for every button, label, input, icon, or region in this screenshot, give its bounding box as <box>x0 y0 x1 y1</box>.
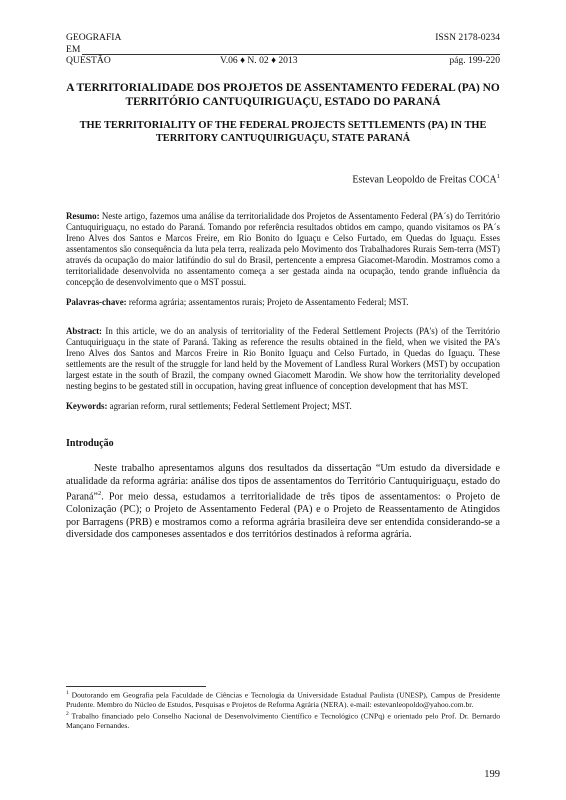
keywords <box>66 401 500 412</box>
page-number: 199 <box>484 769 500 780</box>
footnote-1 <box>66 689 500 710</box>
intro-text-b: . Por meio dessa, estudamos a territorialidade de três tipos de assentamentos: o Projeto de Colonização (PC); o Projeto de Assentamento Federal (PA) e o Projeto de Reassentamento de Atingidos por Barragens (PRB) e mostramos como a reforma agrária brasileira deve ser entendida considerando-se a diversidade dos camponeses assentados e dos territórios destinados à reforma agrária. <box>66 491 500 541</box>
author-footnote-mark: 1 <box>496 173 500 180</box>
issn: ISSN 2178-0234 <box>435 32 500 43</box>
intro-footnote-mark: 2 <box>97 490 102 498</box>
journal-name-line3: QUESTÃO <box>66 55 111 66</box>
footnote-2-mark: 2 <box>66 710 69 717</box>
resumo-text: Neste artigo, fazemos uma análise da territorialidade dos Projetos de Assentamento Federal (PA´s) do Território Cantuquiriguaçu, no estado do Paraná. Tomando por referência resultados obtidos em campo, quando visitamos os PA´s Ireno Alves dos Santos e Marcos Freire, em Rio Bonito do Iguaçu e Celso Furtado, em Quedas do Iguaçu. Esses assentamentos são consequência da luta pela terra, realizada pelo Movimento dos Trabalhadores Rurais Sem-terra (MST) através da ocupação do maior latifúndio do sul do Brasil, pertencente a empresa Giacomet-Marodin. Mostramos como a territorialidade desenvolvida no assentamento começa a ser gestada ainda na ocupação, tendo grande influência da concepção de desenvolvimento que o MST possui. <box>66 211 500 288</box>
footnote-2-text: Trabalho financiado pelo Conselho Nacional de Desenvolvimento Científico e Tecnológico (CNPq) e orientado pelo Prof. Dr. Bernardo Mançano Fernandes. <box>66 711 500 730</box>
palavras-chave <box>66 297 500 308</box>
section-heading-intro: Introdução <box>66 438 114 450</box>
resumo-paragraph <box>66 211 500 288</box>
volume-issue: V.06 ♦ N. 02 ♦ 2013 <box>220 55 298 66</box>
journal-name-line2: EM <box>66 44 81 55</box>
palavras-label: Palavras-chave: <box>66 297 127 308</box>
page-range: pág. 199-220 <box>449 55 500 66</box>
intro-paragraph <box>66 463 500 541</box>
footnote-rule <box>66 686 206 687</box>
footnote-1-mark: 1 <box>66 690 69 696</box>
footnote-1-text: Doutorando em Geografia pela Faculdade de Ciências e Tecnologia da Universidade Estadual Paulista (UNESP), Campus de Presidente Prudente. Membro do Núcleo de Estudos, Pesquisas e Projetos de Reforma Agrária (NERA). e-mail: estevanleopoldo@yahoo.com.br. <box>66 690 500 710</box>
journal-name-line1: GEOGRAFIA <box>66 32 122 43</box>
footnotes <box>66 689 500 730</box>
abstract-text: In this article, we do an analysis of territoriality of the Federal Settlement Projects (PA's) of the Território Cantuquiriguaçu in the state of Paraná. Taking as reference the results obtained in the field, when we visited the PA's Ireno Alves dos Santos and Marcos Freire in Rio Bonito Iguaçu and Celso Furtado, in Quedas do Iguaçu. These settlements are the result of the struggle for land held by the Movement of Landless Rural Workers (MST) by occupation largest estate in the south of Brazil, the company owned Giacomett Marodin. We show how the territoriality developed nesting begins to be gestated still in occupation, having great influence of conception development that has MST. <box>66 326 500 392</box>
palavras-text: reforma agrária; assentamentos rurais; Projeto de Assentamento Federal; MST. <box>126 297 409 308</box>
abstract-label: Abstract: <box>66 326 102 337</box>
article-title-pt: A TERRITORIALIDADE DOS PROJETOS DE ASSENTAMENTO FEDERAL (PA) NO TERRITÓRIO CANTUQUIRIGUAÇU, ESTADO DO PARANÁ <box>66 82 500 108</box>
footnote-2 <box>66 710 500 731</box>
author-name: Estevan Leopoldo de Freitas COCA <box>352 174 497 186</box>
article-page <box>66 32 500 542</box>
intro-text-a: Neste trabalho apresentamos alguns dos resultados da dissertação “Um estudo da diversidade e atualidade da reforma agrária: análise dos tipos de assentamentos do Território Cantuquiriguaçu, estado do Paraná” <box>66 463 500 503</box>
keywords-label: Keywords: <box>66 401 108 412</box>
keywords-text: agrarian reform, rural settlements; Federal Settlement Project; MST. <box>107 401 352 412</box>
journal-header <box>66 32 500 67</box>
article-title-en: THE TERRITORIALITY OF THE FEDERAL PROJECTS SETTLEMENTS (PA) IN THE TERRITORY CANTUQUIRIGUAÇU, STATE PARANÁ <box>79 120 487 144</box>
resumo-label: Resumo: <box>66 211 100 222</box>
abstract-paragraph <box>66 326 500 392</box>
author-line <box>66 173 500 185</box>
